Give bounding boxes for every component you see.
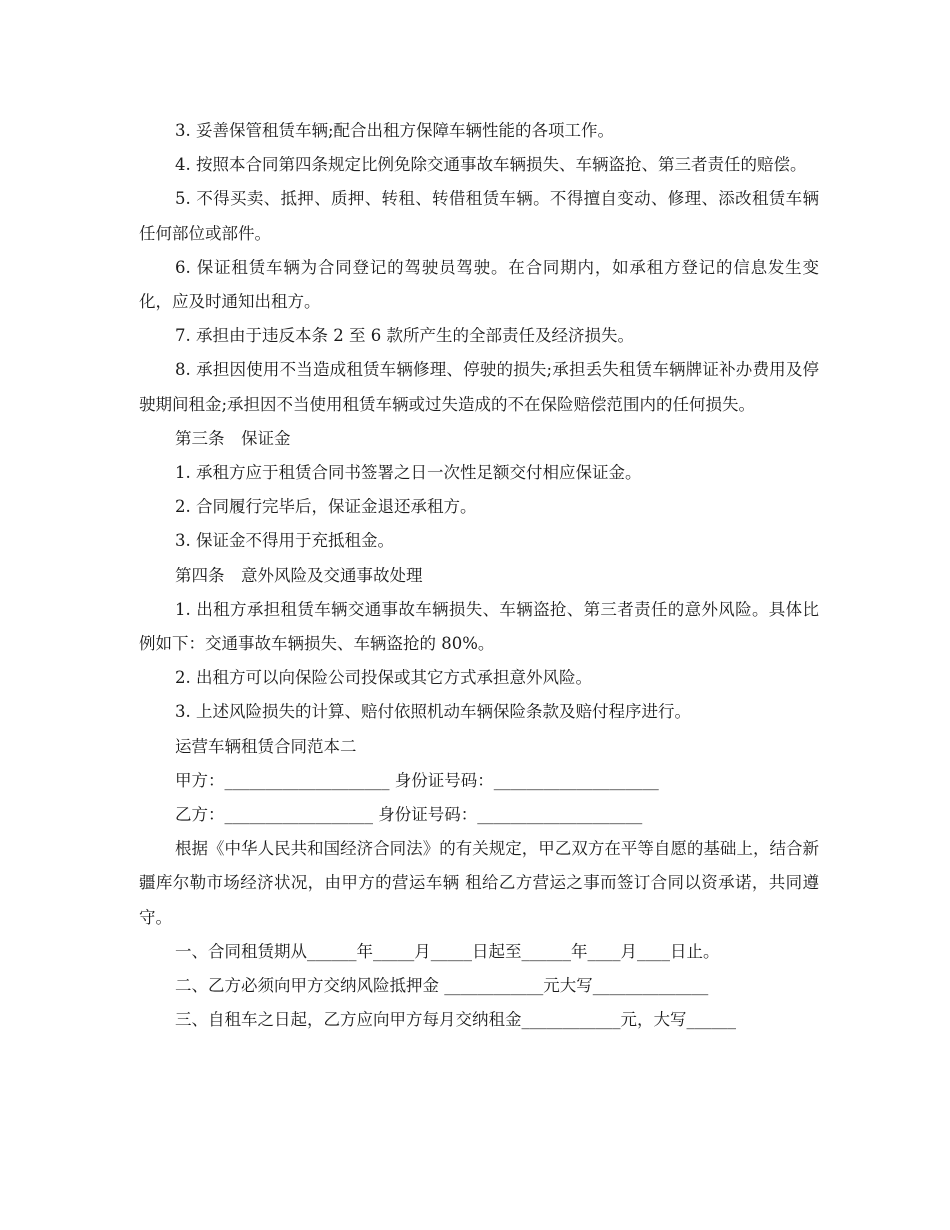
risk-item-2: 2. 出租方可以向保险公司投保或其它方式承担意外风险。 [175, 668, 592, 688]
term-3-monthly-rent: 三、自租车之日起，乙方应向甲方每月交纳租金____________元，大写______ [175, 1010, 736, 1030]
deposit-item-2: 2. 合同履行完毕后，保证金退还承租方。 [175, 497, 477, 517]
term-2-risk-deposit: 二、乙方必须向甲方交纳风险抵押金 ____________元大写______________ [175, 976, 709, 996]
clause-3-safekeeping: 3. 妥善保管租赁车辆;配合出租方保障车辆性能的各项工作。 [175, 121, 615, 140]
clause-4-exemption: 4. 按照本合同第四条规定比例免除交通事故车辆损失、车辆盗抢、第三者责任的赔偿。 [175, 155, 807, 175]
clause-5-prohibitions: 5. 不得买卖、抵押、质押、转租、转借租赁车辆。不得擅自变动、修理、添改租赁车辆任何部位或部件。 [139, 189, 819, 243]
clause-6-registered-driver: 6. 保证租赁车辆为合同登记的驾驶员驾驶。在合同期内，如承租方登记的信息发生变化，应及时通知出租方。 [139, 257, 819, 312]
deposit-item-3: 3. 保证金不得用于充抵租金。 [175, 531, 394, 551]
clause-8-losses: 8. 承担因使用不当造成租赁车辆修理、停驶的损失;承担丢失租赁车辆牌证补办费用及停驶期间租金;承担因不当使用租赁车辆或过失造成的不在保险赔偿范围内的任何损失。 [139, 360, 819, 414]
article-3-heading: 第三条 保证金 [175, 428, 291, 448]
party-b-line: 乙方：__________________ 身份证号码：____________________ [175, 805, 643, 825]
document-body [139, 114, 819, 1037]
clause-7-liability: 7. 承担由于违反本条 2 至 6 款所产生的全部责任及经济损失。 [175, 326, 634, 346]
preamble-paragraph: 根据《中华人民共和国经济合同法》的有关规定，甲乙双方在平等自愿的基础上，结合新疆库尔勒市场经济状况，由甲方的营运车辆 租给乙方营运之事而签订合同以资承诺，共同遵守。 [139, 839, 819, 927]
deposit-item-1: 1. 承租方应于租赁合同书签署之日一次性足额交付相应保证金。 [175, 463, 642, 483]
article-4-heading: 第四条 意外风险及交通事故处理 [175, 565, 423, 585]
risk-item-3: 3. 上述风险损失的计算、赔付依照机动车辆保险条款及赔付程序进行。 [175, 702, 691, 722]
party-a-line: 甲方：____________________ 身份证号码：____________________ [175, 770, 659, 790]
template-2-title: 运营车辆租赁合同范本二 [175, 736, 357, 756]
risk-item-1: 1. 出租方承担租赁车辆交通事故车辆损失、车辆盗抢、第三者责任的意外风险。具体比例如下：交通事故车辆损失、车辆盗抢的 80%。 [139, 599, 819, 654]
term-1-lease-period: 一、合同租赁期从______年_____月_____日起至______年____月____日止。 [175, 941, 720, 961]
